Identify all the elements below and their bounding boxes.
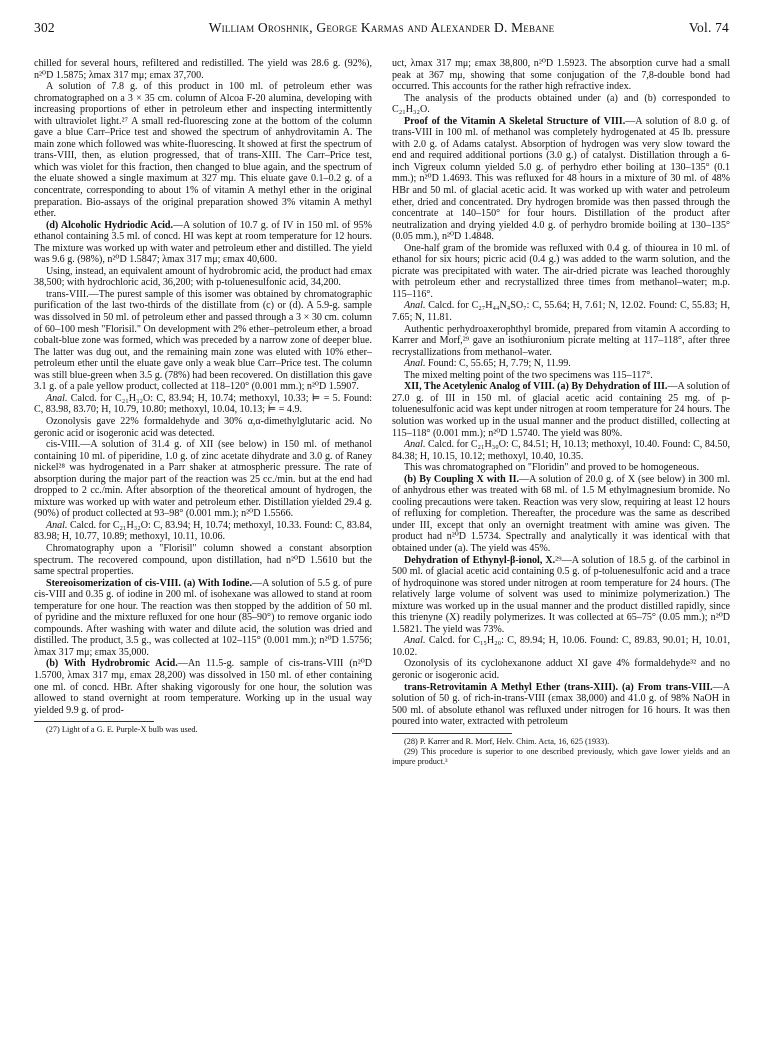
paragraph-text: —An 11.5-g. sample of cis-trans-VIII (n²⁰D 1.5700, λmax 317 mμ, εmax 28,200) was dissolved in 150 ml. of ether containing one ml. of concd. HBr. After shaking vigorously for one hour, the solution was allowed to stand overnight at room temperature. Working up in the usual way yielded 9.9 g. of prod- xyxy=(34,658,372,716)
footnote: (29) This procedure is superior to one described previously, which gave lower yields and an impure product.³ xyxy=(392,746,730,766)
paragraph xyxy=(34,520,372,543)
paragraph xyxy=(34,439,372,520)
paragraph-text: —A solution of 50 g. of rich-in-trans-VIII (εmax 38,000) and 41.0 g. of 98% NaOH in 500 ml. of absolute ethanol was refluxed under nitrogen for 16 hours. It was then poured into water, extracted with petroleum xyxy=(392,681,730,728)
section-heading: Stereoisomerization of cis-VIII. (a) With Iodine. xyxy=(46,577,253,589)
paragraph xyxy=(392,300,730,323)
analysis-label: Anal. xyxy=(404,358,426,370)
paragraph xyxy=(392,474,730,555)
paragraph xyxy=(34,658,372,716)
paragraph xyxy=(392,58,730,93)
paragraph-text: A solution of 7.8 g. of this product in 100 ml. of petroleum ether was chromatographed on a 3 × 35 cm. column of Alcoa F-20 alumina, developing with increasing proportions of ether in petroleum ether and inspecting intermittently with ultraviolet light.²⁷ A small red-fluorescing zone at the bottom of the column gave a blue Carr–Price test and showed the spectrum of anhydrovitamin A. The main zone which followed was white-fluorescing. It showed at first the spectrum of trans-VIII, then, as elution progressed, that of trans-XIII. The Carr–Price test, which was violet for this fraction, then changed to blue again, and the spectrum of the eluate showed a single maximum at 327 mμ. This eluate gave 0.1–0.2 g. of a concentrate, corresponding to about 1% of vitamin A methyl ether in the original preparation. Bio-assays of the original preparation showed 3% vitamin A methyl ether. xyxy=(34,81,372,220)
paragraph xyxy=(34,416,372,439)
footnote-rule xyxy=(392,733,512,734)
section-heading: (b) With Hydrobromic Acid. xyxy=(46,658,178,670)
paragraph-text: Calcd. for C₂₁H₃₀O: C, 84.51; H, 10.13; methoxyl, 10.40. Found: C, 84.50, 84.38; H, 10.15, 10.12; methoxyl, 10.40, 10.35. xyxy=(392,439,730,462)
section-heading: trans-Retrovitamin A Methyl Ether (trans-XIII). (a) From trans-VIII. xyxy=(404,681,713,693)
analysis-label: Anal. xyxy=(404,635,426,647)
paragraph xyxy=(34,266,372,289)
paragraph xyxy=(34,81,372,220)
paragraph-text: —A solution of 27.0 g. of III in 150 ml. of glacial acetic acid containing 25 mg. of p-toluenesulfonic acid was kept under nitrogen at room temperature for 24 hours. The solution was worked up in the usual manner and the product distilled, collecting at 115–118° (0.001 mm.); n²⁰D 1.5740. The yield was 80%. xyxy=(392,381,730,439)
volume-label: Vol. 74 xyxy=(688,20,729,35)
analysis-label: Anal. xyxy=(46,392,68,404)
paragraph xyxy=(392,358,730,370)
paragraph xyxy=(392,462,730,474)
paragraph-text: Calcd. for C₂₇H₄₄N₄SO₇: C, 55.64; H, 7.61; N, 12.02. Found: C, 55.83; H, 7.65; N, 11.81. xyxy=(392,300,730,324)
footnote-rule xyxy=(34,721,154,722)
analysis-label: Anal. xyxy=(46,519,68,531)
paragraph-text: Authentic perhydroaxerophthyl bromide, prepared from vitamin A according to Karrer and Morf,²⁹ gave an isothiuronium picrate melting at 117–118°, after three recrystallizations from methanol–water. xyxy=(392,323,730,358)
paragraph-text: Ozonolysis of its cyclohexanone adduct XI gave 4% formaldehyde³² and no geronic or isogeronic acid. xyxy=(392,658,730,681)
paragraph xyxy=(34,220,372,266)
paragraph xyxy=(34,289,372,393)
paragraph-text: trans-VIII.—The purest sample of this isomer was obtained by chromatographic purification of the last two-thirds of the distillate from (c) or (d). A 5.9-g. sample was dissolved in 50 ml. of petroleum ether and passed through a 3 × 30 cm. column of 60–100 mesh "Florisil." On development with 2% ether–petroleum ether, a broad cobalt-blue zone was formed, which was preceded by a narrow zone of deeper blue. The latter was dug out, and the remaining main zone was eluted with 10% ether–petroleum ether until the eluate gave only a weak blue Carr–Price test. The column was still blue-green when 3.5 g. (78%) had been recovered. On distillation this gave 3.1 g. of a pale yellow product, collected at 118–120° (0.001 mm.); n²⁰D 1.5907. xyxy=(34,288,372,393)
page-number: 302 xyxy=(34,20,55,35)
section-heading: (b) By Coupling X with II. xyxy=(404,473,520,485)
paragraph-text: chilled for several hours, refiltered and redistilled. The yield was 28.6 g. (92%), n²⁰D 1.5875; λmax 317 mμ; εmax 37,700. xyxy=(34,58,372,81)
paragraph xyxy=(392,555,730,636)
paragraph-text: Using, instead, an equivalent amount of hydrobromic acid, the product had εmax 38,500; with hydrochloric acid, 36,200; with p-toluenesulfonic acid, 34,200. xyxy=(34,265,372,289)
paragraph xyxy=(34,543,372,578)
paragraph-text: uct, λmax 317 mμ; εmax 38,800, n²⁰D 1.5923. The absorption curve had a small peak at 367 mμ, showing that some conjugation of the 7,8-double bond had occurred. This accounts for the rather high refractive index. xyxy=(392,58,730,93)
paragraph xyxy=(392,635,730,658)
paragraph xyxy=(392,439,730,462)
section-heading: Proof of the Vitamin A Skeletal Structure of VIII. xyxy=(404,115,626,127)
paragraph-text: Chromatography upon a "Florisil" column showed a constant absorption spectrum. The recovered compound, upon distillation, had n²⁰D 1.5610 but the same spectral properties. xyxy=(34,542,372,578)
paragraph xyxy=(392,370,730,382)
paragraph xyxy=(392,116,730,243)
paragraph-text: Ozonolysis gave 22% formaldehyde and 30% α,α-dimethylglutaric acid. No geronic acid or isogeronic acid was detected. xyxy=(34,415,372,439)
analysis-label: Anal. xyxy=(404,300,426,312)
analysis-label: Anal. xyxy=(404,439,426,451)
paragraph-text: One-half gram of the bromide was refluxed with 0.4 g. of thiourea in 10 ml. of ethanol for six hours; picric acid (0.4 g.) was added to the warm solution, and the picrate was precipitated with water. The air-dried picrate was leached thoroughly with petroleum ether and recrystallized three times from methanol–water; m.p. 115–116°. xyxy=(392,242,730,300)
paragraph xyxy=(392,93,730,116)
right-column xyxy=(392,58,730,1040)
paragraph-text: The analysis of the products obtained under (a) and (b) corresponded to C₂₁H₃₂O. xyxy=(392,92,730,116)
footnote: (27) Light of a G. E. Purple-X bulb was used. xyxy=(46,725,198,735)
paragraph xyxy=(392,658,730,681)
paragraph-text: This was chromatographed on "Floridin" and proved to be homogeneous. xyxy=(404,462,700,474)
paragraph xyxy=(392,243,730,301)
paragraph-text: Calcd. for C₁₅H₂₀: C, 89.94; H, 10.06. Found: C, 89.83, 90.01; H, 10.01, 10.02. xyxy=(392,635,730,658)
paragraph-text: —A solution of 20.0 g. of X (see below) in 300 ml. of anhydrous ether was treated with 68 ml. of 1.5 M ethylmagnesium bromide. No cooling precautions were taken. Reaction was very slow, requiring at least 12 hours of refluxing for completion. Thereafter, the procedure was the same as described under III, except that only an overnight treatment with amine was given. The product had n²⁰D 1.5734. Spectrally and analytically it was identical with that obtained under (a). The yield was 45%. xyxy=(392,473,730,554)
paragraph-text: Calcd. for C₂₁H₃₂O: C, 83.94; H, 10.74; methoxyl, 10.33; ⊨ = 5. Found: C, 83.98, 83.70; H, 10.79, 10.80; methoxyl, 10.04, 10.13; ⊨ = 4.9. xyxy=(34,392,372,416)
paragraph xyxy=(34,393,372,416)
paragraph xyxy=(392,324,730,359)
running-title: William Oroshnik, George Karmas and Alexander D. Mebane xyxy=(208,20,555,35)
paragraph xyxy=(34,578,372,659)
section-heading: (d) Alcoholic Hydriodic Acid. xyxy=(46,219,173,231)
running-header xyxy=(34,20,729,40)
section-heading: Dehydration of Ethynyl-β-ionol, X. xyxy=(404,554,556,566)
paragraph-text: —A solution of 5.5 g. of pure cis-VIII and 0.35 g. of iodine in 200 ml. of isohexane was allowed to stand at room temperature for one hour. The reaction was then stopped by the addition of 50 ml. of pyridine and the mixture refluxed for one hour (85–90°) to remove organic iodo compounds. After washing with water and dilute acid, the solution was dried and distilled. The product, 3.5 g., was collected at 102–115° (0.001 mm.); n²⁰D 1.5756; λmax 317 mμ; εmax 35,000. xyxy=(34,577,372,658)
paragraph-text: Found: C, 55.65; H, 7.79; N, 11.99. xyxy=(425,358,571,370)
paragraph-text: The mixed melting point of the two specimens was 115–117°. xyxy=(404,369,653,381)
paragraph xyxy=(392,682,730,728)
paragraph-text: ²⁹—A solution of 18.5 g. of the carbinol in 500 ml. of glacial acetic acid containing 0.5 g. of p-toluenesulfonic acid and a trace of hydroquinone was stored under nitrogen at room temperature for 24 hours. (The relatively large volume of solvent was used to minimize polymerization.) The mixture was worked up in the usual manner and the product distilled rapidly, since this trienyne (X) readily polymerizes. It was collected at 65–75° (0.05 mm.); n²⁰D 1.5821. The yield was 73%. xyxy=(392,554,730,635)
paragraph-text: cis-VIII.—A solution of 31.4 g. of XII (see below) in 150 ml. of methanol containing 10 ml. of piperidine, 1.0 g. of zinc acetate dihydrate and 3.0 g. of Raney nickel²⁸ was hydrogenated in a Parr shaker at atmospheric pressure. The rate of absorption during the major part of the reaction was 25 cc./min. but at the end had dropped to 2 cc./min. After absorption of the theoretical amount of hydrogen, the mixture was worked up with water and petroleum ether. Distillation yielded 29.4 g. (90%) of product collected at 93–98° (0.001 mm.); n²⁰D 1.5566. xyxy=(34,439,372,520)
footnote: (28) P. Karrer and R. Morf, Helv. Chim. Acta, 16, 625 (1933). xyxy=(404,736,610,746)
paragraph xyxy=(392,381,730,439)
paragraph xyxy=(34,58,372,81)
left-column xyxy=(34,58,372,1040)
paragraph-text: Calcd. for C₂₁H₃₂O: C, 83.94; H, 10.74; methoxyl, 10.33. Found: C, 83.84, 83.98; H, 10.77, 10.89; methoxyl, 10.11, 10.06. xyxy=(34,519,372,543)
paragraph-text: —A solution of 8.0 g. of trans-VIII in 100 ml. of methanol was completely hydrogenated at 45 lb. pressure with 2.0 g. of Adams catalyst. Absorption of hydrogen was very slow toward the end and required additional portions (3.0 g.) of catalyst. Distillation through a 6-inch Vigreux column yielded 5.0 g. of perhydro ether boiling at 130–135° (0.1 mm.); n²⁰D 1.4693. This was refluxed for 48 hours in a mixture of 30 ml. of 48% HBr and 50 ml. of glacial acetic acid. It was worked up with water and petroleum ether, dried and concentrated. Dry hydrogen bromide was then passed through the concentrate at 140–150° for four hours. Distillation of the product after neutralization and drying yielded 4.0 g. of perhydro bromide boiling at 130–135° (0.05 mm.), n²⁰D 1.4848. xyxy=(392,115,730,243)
paragraph-text: —A solution of 10.7 g. of IV in 150 ml. of 95% ethanol containing 3.5 ml. of concd. HI was kept at room temperature for 12 hours. The mixture was worked up with water and petroleum ether and distilled. The yield was 9.6 g. (98%), n²⁰D 1.5847; λmax 317 mμ; εmax 40,600. xyxy=(34,219,372,266)
section-heading: XII, The Acetylenic Analog of VIII. (a) By Dehydration of III. xyxy=(404,381,668,393)
